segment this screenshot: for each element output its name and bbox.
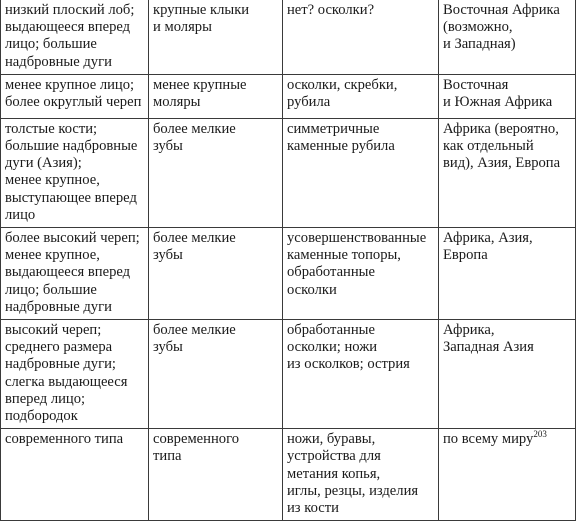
cell-tools: обработанные осколки; ножи из осколков; острия	[283, 320, 439, 429]
cell-features: толстые кости; большие надбровные дуги (Азия); менее крупное, выступающее вперед лицо	[1, 118, 149, 227]
cell-features: современного типа	[1, 429, 149, 521]
cell-teeth: более мелкие зубы	[149, 228, 283, 320]
cell-tools: осколки, скребки, рубила	[283, 74, 439, 118]
cell-teeth: более мелкие зубы	[149, 320, 283, 429]
footnote-marker: 203	[533, 429, 547, 440]
cell-range: Восточная и Южная Африка	[439, 74, 576, 118]
table-row	[1, 320, 576, 429]
cell-tools: симметричные каменные рубила	[283, 118, 439, 227]
cell-features: более высокий череп; менее крупное, выдающееся вперед лицо; большие надбровные дуги	[1, 228, 149, 320]
cell-teeth: менее крупные моляры	[149, 74, 283, 118]
cell-range: Африка, Западная Азия	[439, 320, 576, 429]
cell-teeth: крупные клыки и моляры	[149, 0, 283, 74]
cell-range: Восточная Африка (возможно, и Западная)	[439, 0, 576, 74]
cell-tools: нет? осколки?	[283, 0, 439, 74]
cell-features: низкий плоский лоб; выдающееся вперед лицо; большие надбровные дуги	[1, 0, 149, 74]
cell-teeth: современного типа	[149, 429, 283, 521]
table-row	[1, 74, 576, 118]
cell-range: Африка, Азия, Европа	[439, 228, 576, 320]
table-row	[1, 118, 576, 227]
cell-range: Африка (вероятно, как отдельный вид), Азия, Европа	[439, 118, 576, 227]
table-row	[1, 429, 576, 521]
cell-teeth: более мелкие зубы	[149, 118, 283, 227]
cell-range	[439, 429, 576, 521]
table-row	[1, 228, 576, 320]
cell-tools: ножи, буравы, устройства для метания копья, иглы, резцы, изделия из кости	[283, 429, 439, 521]
table-row	[1, 0, 576, 74]
cell-features: высокий череп; среднего размера надбровные дуги; слегка выдающееся вперед лицо; подбородок	[1, 320, 149, 429]
cell-features: менее крупное лицо; более округлый череп	[1, 74, 149, 118]
cell-tools: усовершенствованные каменные топоры, обработанные осколки	[283, 228, 439, 320]
range-text: по всему миру	[443, 431, 534, 448]
